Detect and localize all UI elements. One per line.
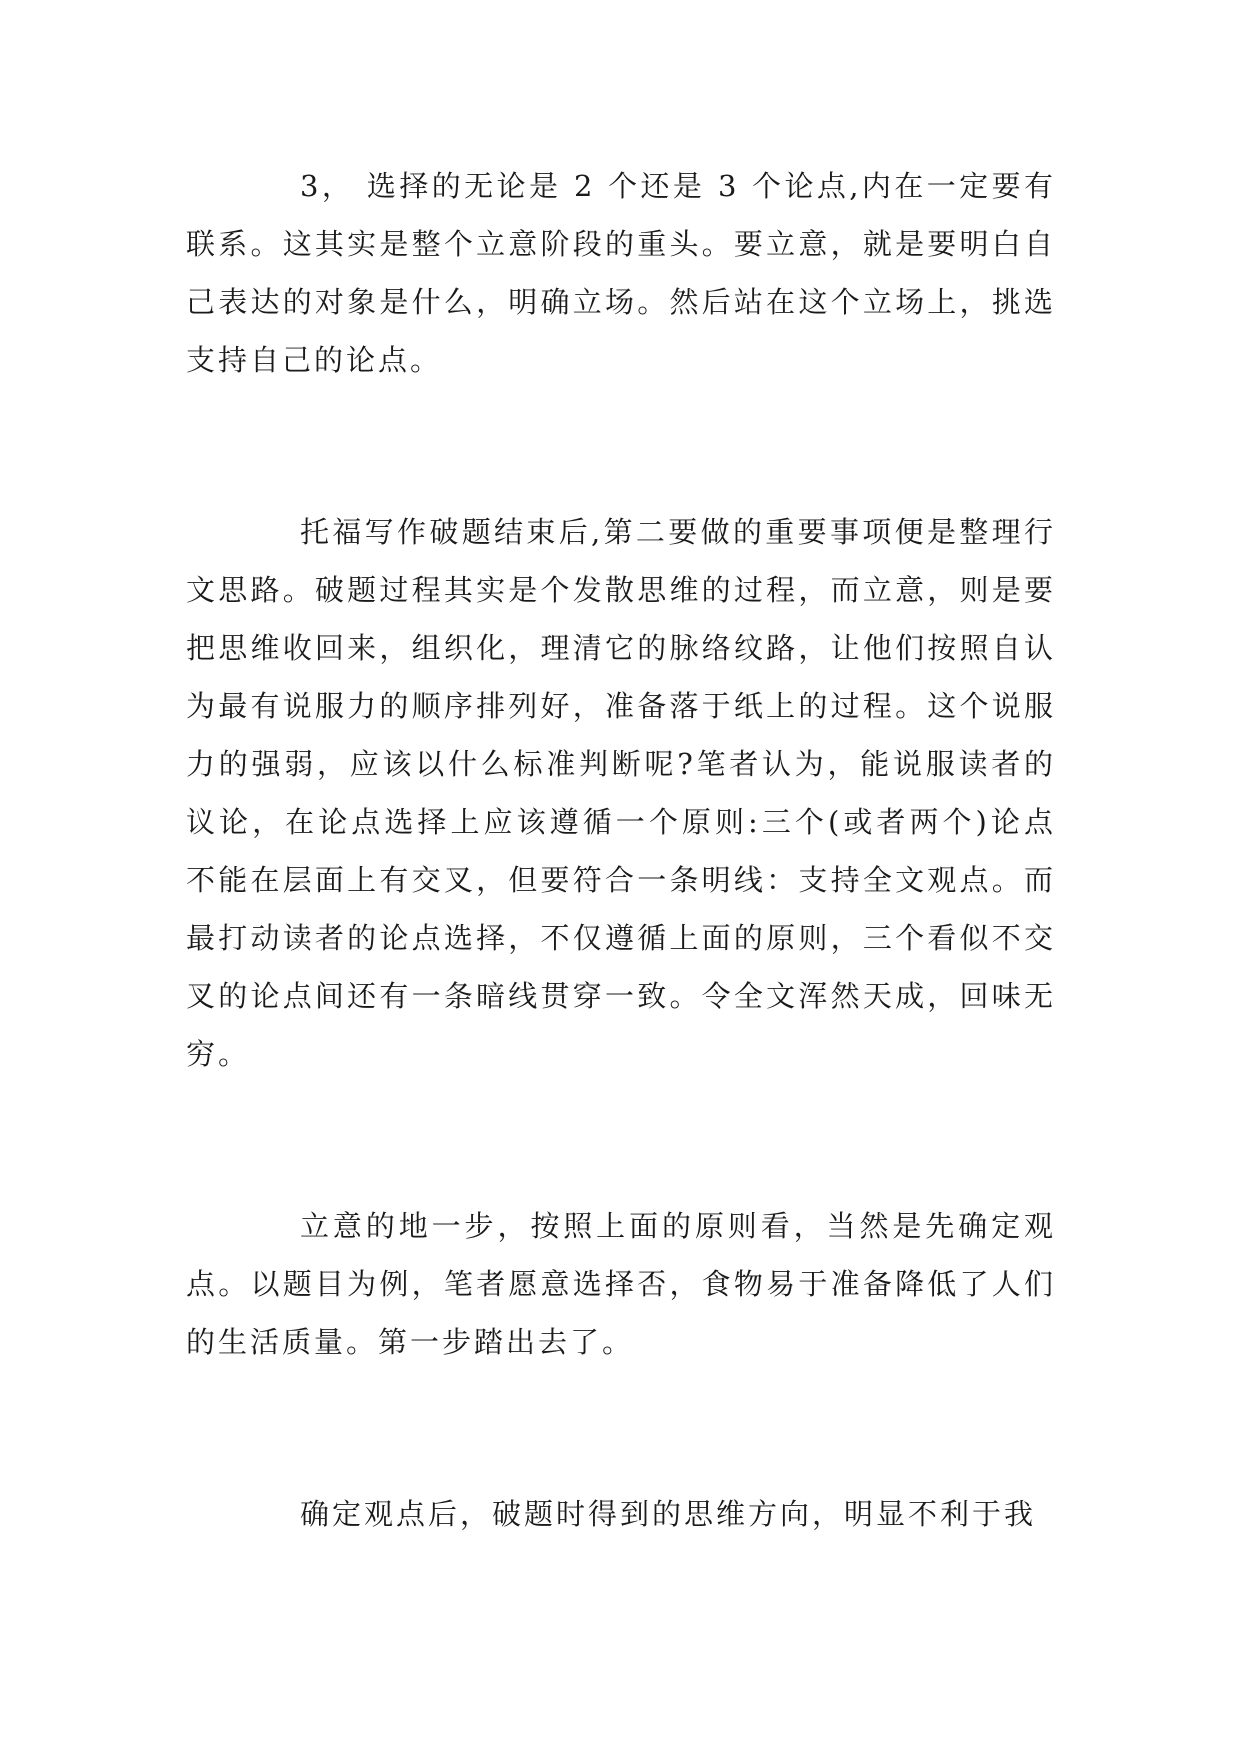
- paragraph-2: 托福写作破题结束后,第二要做的重要事项便是整理行文思路。破题过程其实是个发散思维的过程，而立意，则是要把思维收回来，组织化，理清它的脉络纹路，让他们按照自认为最有说服力的顺序排列好，准备落于纸上的过程。这个说服力的强弱，应该以什么标准判断呢?笔者认为，能说服读者的议论，在论点选择上应该遵循一个原则:三个(或者两个)论点不能在层面上有交叉，但要符合一条明线：支持全文观点。而最打动读者的论点选择，不仅遵循上面的原则，三个看似不交叉的论点间还有一条暗线贯穿一致。令全文浑然天成，回味无穷。: [186, 515, 1056, 1071]
- paragraph-4: 确定观点后，破题时得到的思维方向，明显不利于我: [300, 1497, 1037, 1531]
- paragraph-3: 立意的地一步，按照上面的原则看，当然是先确定观点。以题目为例，笔者愿意选择否，食物易于准备降低了人们的生活质量。第一步踏出去了。: [186, 1209, 1056, 1359]
- paragraph-1: 3， 选择的无论是 2 个还是 3 个论点,内在一定要有联系。这其实是整个立意阶段的重头。要立意，就是要明白自己表达的对象是什么，明确立场。然后站在这个立场上，挑选支持自己的论点。: [186, 169, 1056, 377]
